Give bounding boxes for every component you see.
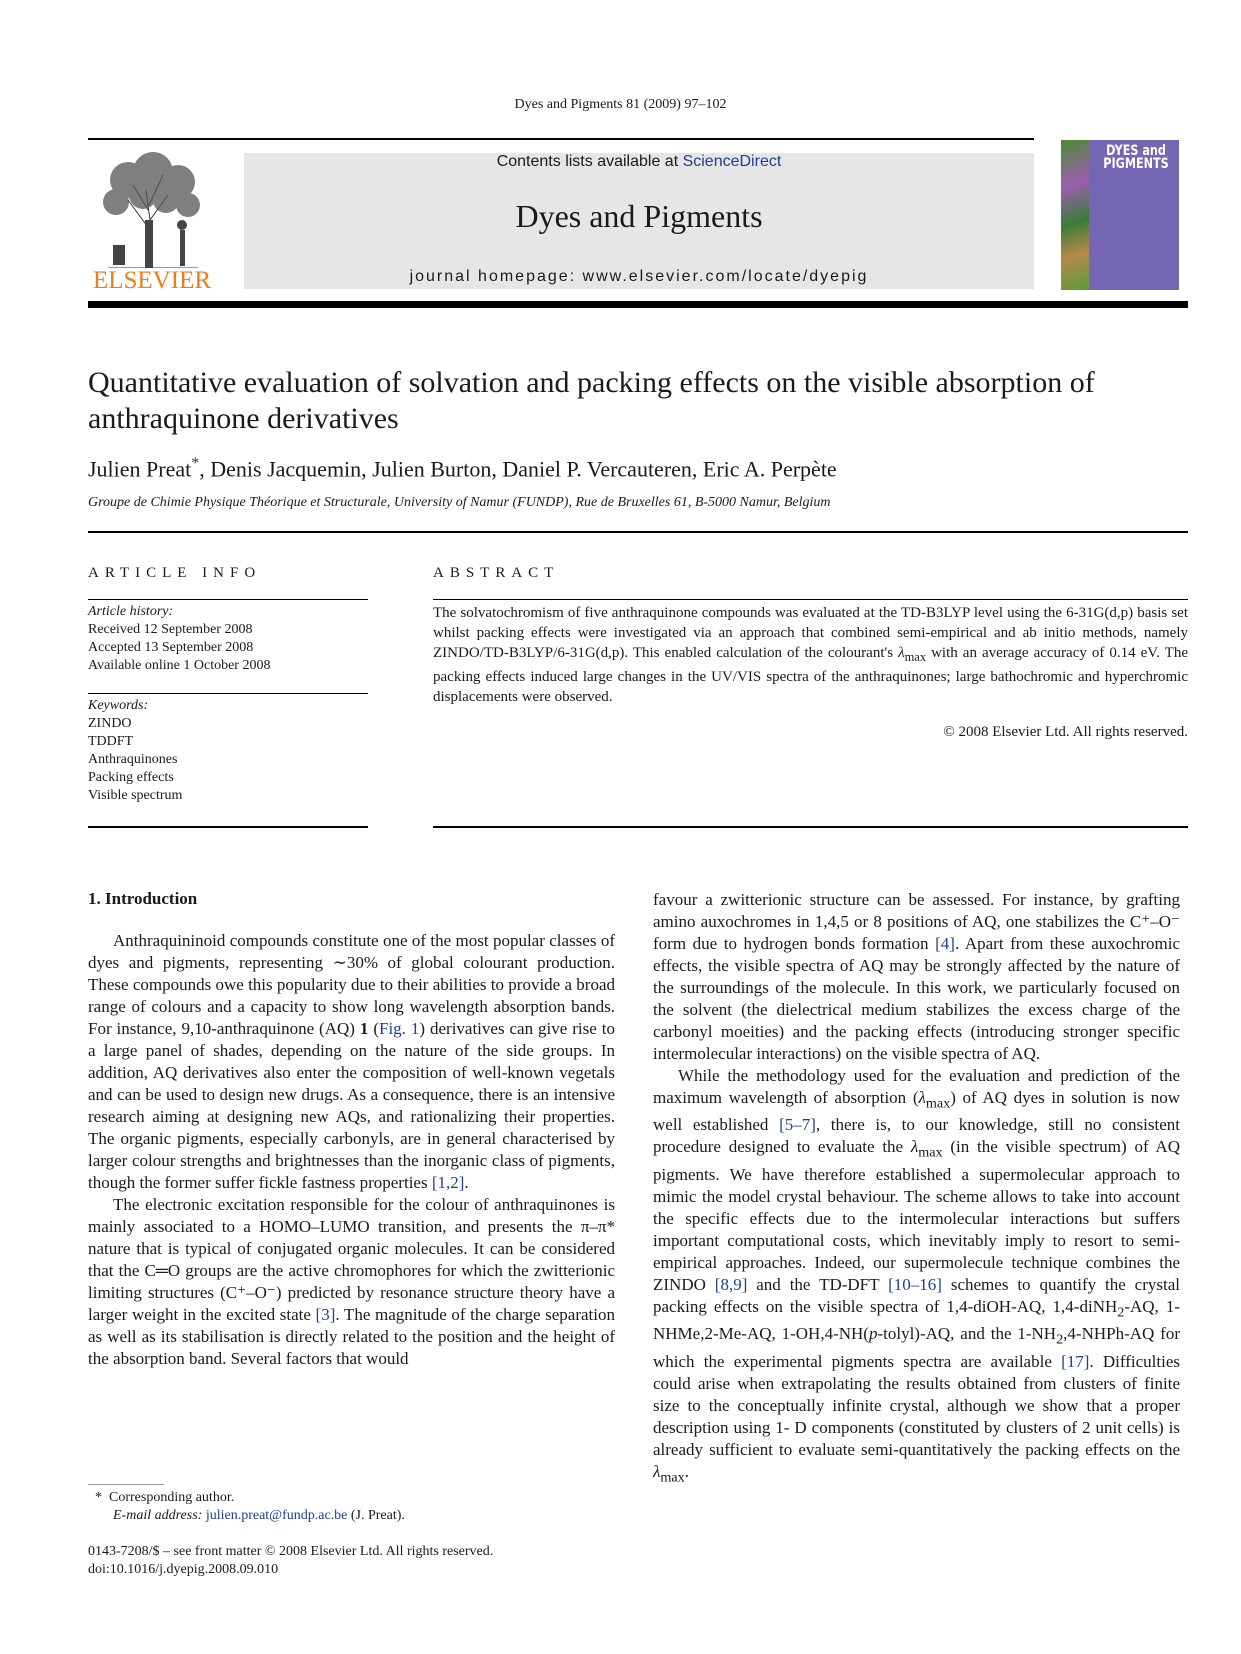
keywords [88, 697, 368, 805]
citation-link[interactable]: [1,2] [431, 1173, 465, 1192]
lambda-symbol: λ [910, 1137, 919, 1157]
journal-homepage[interactable]: journal homepage: www.elsevier.com/locate/dyepig [409, 268, 869, 285]
paragraph [88, 930, 615, 1194]
journal-banner [244, 153, 1034, 289]
subscript: 2 [1117, 1304, 1125, 1321]
compound-number: 1 [359, 1019, 369, 1038]
text: -tolyl)-AQ, and the 1-NH [877, 1324, 1057, 1344]
text: . [684, 1461, 689, 1481]
elsevier-tree-icon [88, 150, 216, 268]
text: and the TD-DFT [747, 1274, 889, 1294]
footnote-line [88, 1489, 615, 1507]
text: ) of AQ dyes in solution is now well established [653, 1088, 1180, 1135]
citation-link[interactable]: [4] [935, 934, 955, 953]
contents-prefix: Contents lists available at [496, 153, 683, 170]
subscript-max: max [660, 1468, 685, 1485]
italic-text: p [868, 1324, 878, 1344]
journal-title: Dyes and Pigments [515, 198, 763, 234]
keywords-label: Keywords: [88, 698, 149, 713]
first-author: Julien Preat [88, 456, 192, 482]
footnote-rule [88, 1484, 164, 1485]
footnote-mark: * [95, 1490, 102, 1505]
article-info-rule [88, 599, 368, 600]
text: schemes to quantify the crystal packing effects on the visible spectra of 1,4-diOH-AQ, 1,4-diNH [653, 1274, 1180, 1316]
subscript-max: max [918, 1144, 943, 1161]
author-list [88, 455, 1188, 482]
citation-link[interactable]: [3] [315, 1305, 336, 1324]
text: . [464, 1173, 469, 1192]
history-accepted: Accepted 13 September 2008 [88, 640, 254, 655]
front-matter [88, 1543, 688, 1579]
email-suffix: (J. Preat). [347, 1508, 405, 1523]
abstract-bottom-rule [433, 826, 1188, 828]
text: The electronic excitation responsible for the colour of anthraquinones is mainly associated to a HOMO–LUMO transition, and presents the π–π* nature that is typical of conjugated organic molecules. It can be considered that the C═O groups are the active chromophores for which the zwitterionic limiting structures (C⁺–O⁻) predicted by resonance structure theory have a larger weight in the excited state [88, 1195, 615, 1324]
journal-reference: Dyes and Pigments 81 (2009) 97–102 [514, 97, 727, 112]
figure-link[interactable]: Fig. 1 [379, 1019, 420, 1038]
sciencedirect-link[interactable]: ScienceDirect [682, 153, 782, 170]
paragraph [88, 1194, 615, 1370]
citation-link[interactable]: [8,9] [714, 1274, 748, 1294]
footnote-line [88, 1507, 615, 1525]
affiliation: Groupe de Chimie Physique Théorique et Structurale, University of Namur (FUNDP), Rue de Bruxelles 61, B-5000 Namur, Belgium [88, 495, 831, 510]
text: , there is, to our knowledge, still no consistent procedure designed to evaluate the [653, 1115, 1180, 1157]
email-link[interactable]: julien.preat@fundp.ac.be [205, 1508, 348, 1523]
footnote-text: Corresponding author. [109, 1490, 235, 1505]
title-rule [88, 531, 1188, 533]
text: Anthraquininoid compounds constitute one of the most popular classes of dyes and pigments, representing ∼30% of global colourant production. These compounds owe this popularity due to their abilities to provide a broad range of colours and a capacity to show long wavelength absorption bands. For instance, 9,10-anthraquinone (AQ) [88, 931, 615, 1038]
history-received: Received 12 September 2008 [88, 622, 253, 637]
text: favour a zwitterionic structure can be assessed. For instance, by grafting amino auxochromes in 1,4,5 or 8 positions of AQ, one stabilizes the C⁺–O⁻ form due to hydrogen bonds formation [653, 890, 1180, 953]
subscript-max: max [904, 650, 927, 664]
header-top-rule [88, 138, 1034, 140]
keyword-item: Anthraquinones [88, 752, 178, 767]
corresponding-author-mark[interactable]: * [191, 455, 200, 472]
header-bottom-rule [88, 301, 1188, 308]
keyword-item: ZINDO [88, 716, 132, 731]
text: While the methodology used for the evaluation and prediction of the maximum wavelength of absorption ( [653, 1066, 1180, 1107]
article-info-heading: ARTICLE INFO [88, 565, 262, 581]
cover-title: DYES and PIGMENTS [1103, 143, 1169, 172]
corresponding-footnote [88, 1489, 615, 1525]
doi-line[interactable]: doi:10.1016/j.dyepig.2008.09.010 [88, 1562, 279, 1577]
text: ) derivatives can give rise to a large panel of shades, depending on the nature of the side groups. In addition, AQ derivatives also enter the composition of well-known vegetals and can be used to design new drugs. As a consequence, there is an intensive research aiming at designing new AQs, and rationalizing their properties. The organic pigments, especially carbonyls, are in general characterised by larger colour strengths and brightnesses than the inorganic class of pigments, though the former suffer fickle fastness properties [88, 1019, 615, 1192]
history-label: Article history: [88, 604, 174, 619]
issn-line: 0143-7208/$ – see front matter © 2008 Elsevier Ltd. All rights reserved. [88, 1544, 494, 1559]
citation-link[interactable]: [5–7] [779, 1115, 816, 1135]
keyword-item: Visible spectrum [88, 788, 183, 803]
keyword-item: Packing effects [88, 770, 174, 785]
subscript-max: max [925, 1095, 951, 1112]
citation-link[interactable]: [17] [1061, 1351, 1090, 1371]
lambda-symbol: λ [918, 1088, 926, 1107]
text: ( [368, 1019, 379, 1038]
abstract-part: with an average accuracy of 0.14 eV. The packing effects induced large changes in the UV/VIS spectra of the anthraquinones; large bathochromic and hyperchromic displacements were observed. [433, 645, 1189, 705]
introduction-heading: 1. Introduction [88, 889, 198, 908]
paragraph [653, 889, 1180, 1065]
article-history [88, 603, 368, 675]
elsevier-wordmark: ELSEVIER [92, 267, 212, 294]
paragraph [653, 1065, 1180, 1488]
keyword-item: TDDFT [88, 734, 134, 749]
contents-line [244, 153, 1034, 171]
elsevier-logo [88, 150, 216, 295]
lambda-symbol: λ [653, 1461, 661, 1481]
abstract-part: The solvatochromism of five anthraquinone compounds was evaluated at the TD-B3LYP level using the 6-31G(d,p) basis set whilst packing effects were investigated via an approach that combined semi-empirical and ab initio methods, namely ZINDO/TD-B3LYP/6-31G(d,p). This enabled calculation of the colourant's [433, 605, 1188, 661]
cover-art [1061, 140, 1089, 290]
abstract-copyright: © 2008 Elsevier Ltd. All rights reserved. [943, 724, 1188, 740]
text: ,4-NHPh-AQ for which the experimental pigments spectra are available [653, 1324, 1180, 1371]
body-column-right [653, 889, 1180, 1488]
text: . The magnitude of the charge separation as well as its stabilisation is directly related to the position and the height of the absorption band. Several factors that would [88, 1305, 615, 1368]
text: -AQ, 1-NHMe,2-Me-AQ, 1-OH,4-NH( [653, 1296, 1180, 1344]
history-online: Available online 1 October 2008 [88, 658, 271, 673]
text: . Difficulties could arise when extrapolating the results obtained from clusters of finite size to the conceptually infinite crystal, although we show that a proper description using 1- D components (constituted by clusters of 2 unit cells) is already sufficient to evaluate semi-quantitatively the packing effects on the [653, 1351, 1180, 1459]
journal-cover [1061, 140, 1179, 290]
abstract-rule [433, 599, 1188, 600]
subscript: 2 [1056, 1331, 1064, 1348]
email-label: E-mail address: [113, 1508, 206, 1523]
article-info-bottom-rule [88, 826, 368, 828]
keywords-rule [88, 693, 368, 694]
body-column-left [88, 930, 615, 1370]
lambda-symbol: λ [898, 645, 905, 661]
abstract-heading: ABSTRACT [433, 565, 560, 581]
text: . Apart from these auxochromic effects, the visible spectra of AQ may be strongly affected by the nature of the surroundings of the molecule. In this work, we particularly focused on the solvent (the dielectrical medium stabilizes the excess charge of the carbonyl moeities) and the packing effects (introducing stronger specific intermolecular interactions) on the visible spectra of AQ. [653, 934, 1180, 1063]
citation-link[interactable]: [10–16] [888, 1274, 942, 1294]
other-authors: , Denis Jacquemin, Julien Burton, Daniel P. Vercauteren, Eric A. Perpète [199, 456, 837, 482]
abstract-text [433, 603, 1188, 707]
paper-title: Quantitative evaluation of solvation and packing effects on the visible absorption of anthraquinone derivatives [88, 366, 1095, 435]
text: (in the visible spectrum) of AQ pigments. We have therefore established a supermolecular approach to mimic the model crystal behaviour. The scheme allows to take into account the specific effects due to the intermolecular interactions but suffers important computational costs, which inevitably imply to resort to semi-empirical approaches. Indeed, our supermolecule technique combines the ZINDO [653, 1137, 1180, 1294]
